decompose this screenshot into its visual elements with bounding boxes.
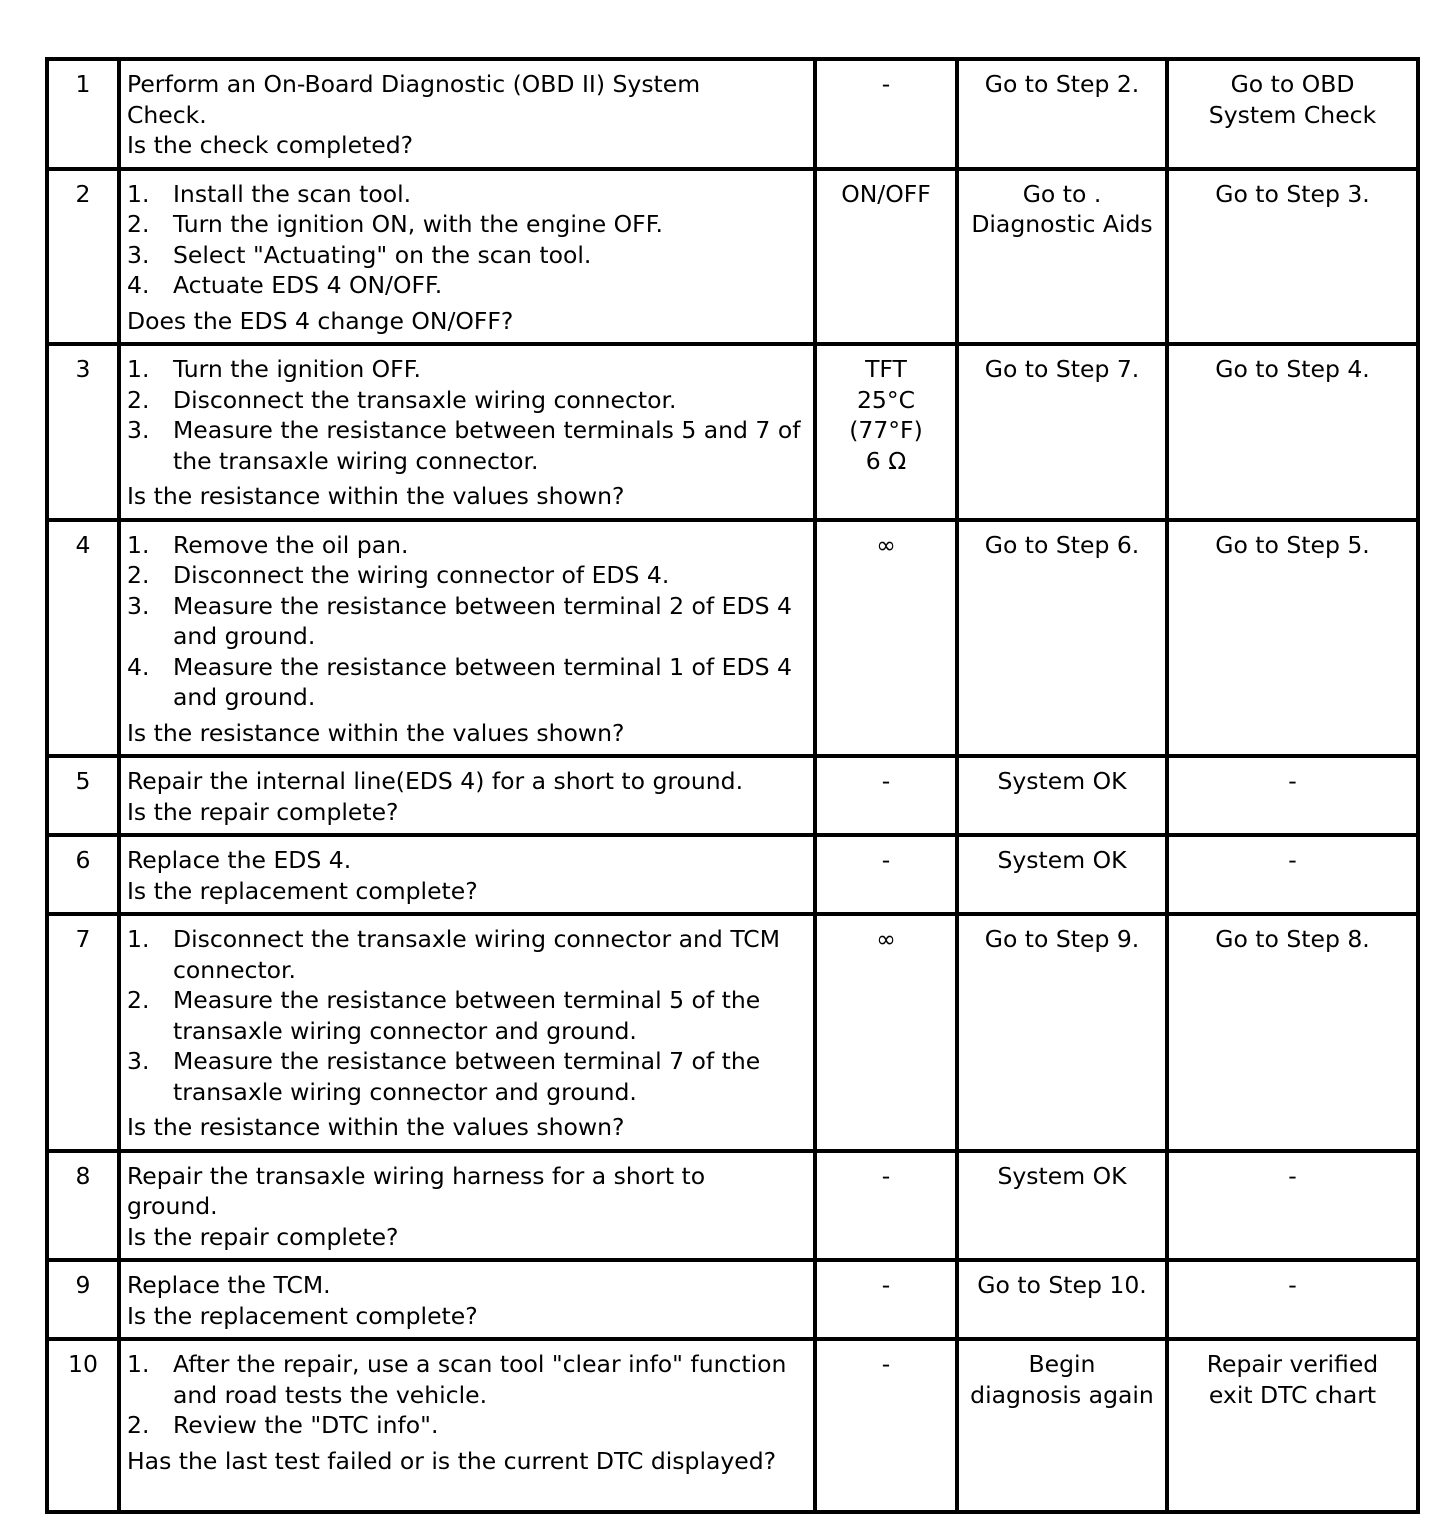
value-cell <box>815 1260 957 1339</box>
value-line: - <box>881 1161 891 1190</box>
no-line: Go to Step 3. <box>1215 179 1370 208</box>
diagnostic-table <box>45 57 1420 1514</box>
action-list-item <box>127 652 807 713</box>
step-number-cell: 2 <box>47 169 119 345</box>
list-item-number: 2. <box>127 385 150 414</box>
list-item-text: Turn the ignition ON, with the engine OFF. <box>173 210 663 238</box>
action-list-item <box>127 179 807 210</box>
table-row <box>47 344 1418 520</box>
no-line: Go to Step 5. <box>1215 530 1370 559</box>
table-row <box>47 1339 1418 1512</box>
no-line: - <box>1288 846 1297 874</box>
action-list-item <box>127 240 807 271</box>
action-question: Has the last test failed or is the current DTC displayed? <box>127 1446 777 1475</box>
list-item-text: Measure the resistance between terminal 5 of the transaxle wiring connector and ground. <box>173 986 761 1045</box>
value-line: (77°F) <box>849 416 923 444</box>
no-cell <box>1167 59 1418 169</box>
no-line: - <box>1288 1271 1297 1299</box>
value-cell <box>815 756 957 835</box>
step-number-cell: 5 <box>47 756 119 835</box>
table-row <box>47 835 1418 914</box>
list-item-text: Disconnect the wiring connector of EDS 4. <box>173 561 670 589</box>
value-line: 25°C <box>856 385 916 414</box>
list-item-number: 1. <box>127 1350 150 1378</box>
yes-line: Go to Step 10. <box>977 1271 1147 1299</box>
value-line: - <box>881 1350 891 1378</box>
no-cell <box>1167 1260 1418 1339</box>
list-item-number: 3. <box>127 591 150 620</box>
yes-line: Go to Step 7. <box>984 355 1140 383</box>
list-item-number: 2. <box>127 561 150 589</box>
value-line: ON/OFF <box>841 179 931 208</box>
action-list-item <box>127 1046 807 1107</box>
action-line: Replace the TCM. <box>127 1271 331 1299</box>
action-line: Repair the internal line(EDS 4) for a short to ground. <box>127 767 744 795</box>
no-line: System Check <box>1208 100 1377 129</box>
table-row <box>47 1260 1418 1339</box>
no-line: Go to Step 4. <box>1215 355 1370 383</box>
no-line: Repair verified <box>1206 1350 1379 1378</box>
action-list-item <box>127 209 807 240</box>
no-line: - <box>1288 1161 1297 1190</box>
value-cell <box>815 169 957 345</box>
value-cell <box>815 344 957 520</box>
yes-line: diagnosis again <box>970 1380 1154 1409</box>
list-item-number: 3. <box>127 240 150 269</box>
list-item-text: Turn the ignition OFF. <box>173 355 421 383</box>
yes-line: System OK <box>997 846 1127 874</box>
list-item-number: 4. <box>127 271 150 299</box>
yes-line: Go to Step 2. <box>984 70 1140 98</box>
list-item-number: 2. <box>127 210 150 238</box>
action-question: Is the resistance within the values shown? <box>127 718 625 747</box>
value-cell <box>815 1339 957 1512</box>
step-number-cell: 8 <box>47 1151 119 1261</box>
action-list-item <box>127 385 807 416</box>
list-item-text: Disconnect the transaxle wiring connector. <box>173 385 677 414</box>
action-question: Is the resistance within the values shown? <box>127 482 625 510</box>
list-item-text: Measure the resistance between terminal 1 of EDS 4 and ground. <box>173 652 792 711</box>
value-line: - <box>881 1271 891 1299</box>
value-cell <box>815 1151 957 1261</box>
no-cell <box>1167 914 1418 1151</box>
value-cell <box>815 914 957 1151</box>
no-cell <box>1167 835 1418 914</box>
no-line: exit DTC chart <box>1208 1380 1377 1409</box>
yes-cell <box>957 1339 1167 1512</box>
yes-cell <box>957 1260 1167 1339</box>
yes-line: Go to Step 9. <box>984 925 1140 953</box>
table-row <box>47 59 1418 169</box>
table-row <box>47 914 1418 1151</box>
action-line: Is the replacement complete? <box>127 876 478 905</box>
action-question: Is the resistance within the values shown? <box>127 1113 625 1141</box>
yes-line: System OK <box>997 767 1127 795</box>
value-line: TFT <box>865 355 907 383</box>
list-item-number: 1. <box>127 179 150 208</box>
value-cell <box>815 520 957 757</box>
action-cell <box>119 1339 815 1512</box>
action-line: Is the check completed? <box>127 131 414 159</box>
value-line: - <box>881 846 891 874</box>
yes-cell <box>957 59 1167 169</box>
action-list-item <box>127 415 807 476</box>
action-list-item <box>127 354 807 385</box>
list-item-text: Install the scan tool. <box>173 179 412 208</box>
action-line: Is the replacement complete? <box>127 1301 478 1330</box>
list-item-number: 1. <box>127 355 150 383</box>
yes-cell <box>957 756 1167 835</box>
table-row <box>47 756 1418 835</box>
list-item-number: 2. <box>127 986 150 1014</box>
value-line: 6 Ω <box>865 446 907 475</box>
list-item-number: 2. <box>127 1411 150 1439</box>
action-cell <box>119 1151 815 1261</box>
list-item-text: Review the "DTC info". <box>173 1411 439 1439</box>
no-cell <box>1167 756 1418 835</box>
action-cell <box>119 169 815 345</box>
action-cell <box>119 344 815 520</box>
list-item-number: 3. <box>127 416 150 444</box>
action-list-item <box>127 1349 807 1410</box>
value-line: - <box>881 70 891 98</box>
action-list-item <box>127 270 807 301</box>
yes-line: Go to Step 6. <box>984 530 1140 559</box>
yes-cell <box>957 520 1167 757</box>
list-item-number: 3. <box>127 1047 150 1075</box>
action-cell <box>119 1260 815 1339</box>
action-cell <box>119 914 815 1151</box>
list-item-text: Disconnect the transaxle wiring connector and TCM connector. <box>173 925 780 984</box>
yes-line: System OK <box>997 1161 1127 1190</box>
yes-cell <box>957 344 1167 520</box>
action-cell <box>119 756 815 835</box>
no-cell <box>1167 169 1418 345</box>
list-item-text: Measure the resistance between terminals 5 and 7 of the transaxle wiring connector. <box>173 416 801 475</box>
action-line: Replace the EDS 4. <box>127 846 352 874</box>
list-item-text: Measure the resistance between terminal 2 of EDS 4 and ground. <box>173 591 792 650</box>
diagnostic-table-body <box>47 59 1418 1512</box>
list-item-number: 1. <box>127 530 150 559</box>
action-line: ground. <box>127 1192 218 1220</box>
action-list-item <box>127 924 807 985</box>
list-item-number: 1. <box>127 925 150 953</box>
yes-cell <box>957 835 1167 914</box>
value-line: ∞ <box>876 925 896 953</box>
value-cell <box>815 59 957 169</box>
no-line: Go to Step 8. <box>1215 925 1370 953</box>
list-item-text: Remove the oil pan. <box>173 530 409 559</box>
action-cell <box>119 59 815 169</box>
table-row <box>47 520 1418 757</box>
step-number-cell: 10 <box>47 1339 119 1512</box>
action-list-item <box>127 985 807 1046</box>
step-number-cell: 3 <box>47 344 119 520</box>
value-cell <box>815 835 957 914</box>
yes-line: Diagnostic Aids <box>971 210 1153 238</box>
yes-cell <box>957 1151 1167 1261</box>
yes-cell <box>957 169 1167 345</box>
action-cell <box>119 835 815 914</box>
yes-cell <box>957 914 1167 1151</box>
list-item-text: After the repair, use a scan tool "clear info" function and road tests the vehicle. <box>173 1350 787 1409</box>
action-list-item <box>127 591 807 652</box>
action-line: Check. <box>127 100 207 129</box>
action-cell <box>119 520 815 757</box>
yes-line: Go to . <box>1022 179 1102 208</box>
list-item-text: Select "Actuating" on the scan tool. <box>173 240 592 269</box>
action-question: Does the EDS 4 change ON/OFF? <box>127 306 514 335</box>
action-line: Is the repair complete? <box>127 797 399 826</box>
table-row <box>47 1151 1418 1261</box>
list-item-text: Actuate EDS 4 ON/OFF. <box>173 271 443 299</box>
action-line: Is the repair complete? <box>127 1222 399 1251</box>
table-row <box>47 169 1418 345</box>
action-list-item <box>127 560 807 591</box>
action-line: Perform an On-Board Diagnostic (OBD II) System <box>127 70 701 98</box>
action-list-item <box>127 1410 807 1441</box>
no-cell <box>1167 1339 1418 1512</box>
yes-line: Begin <box>1028 1350 1096 1378</box>
no-line: Go to OBD <box>1230 70 1355 98</box>
no-cell <box>1167 1151 1418 1261</box>
list-item-number: 4. <box>127 652 150 681</box>
action-line: Repair the transaxle wiring harness for a short to <box>127 1161 706 1190</box>
no-cell <box>1167 344 1418 520</box>
step-number-cell: 7 <box>47 914 119 1151</box>
action-list-item <box>127 530 807 561</box>
value-line: - <box>881 767 891 795</box>
no-line: - <box>1288 767 1297 795</box>
no-cell <box>1167 520 1418 757</box>
list-item-text: Measure the resistance between terminal 7 of the transaxle wiring connector and ground. <box>173 1047 761 1106</box>
step-number-cell: 1 <box>47 59 119 169</box>
step-number-cell: 4 <box>47 520 119 757</box>
step-number-cell: 9 <box>47 1260 119 1339</box>
value-line: ∞ <box>876 530 896 559</box>
step-number-cell: 6 <box>47 835 119 914</box>
